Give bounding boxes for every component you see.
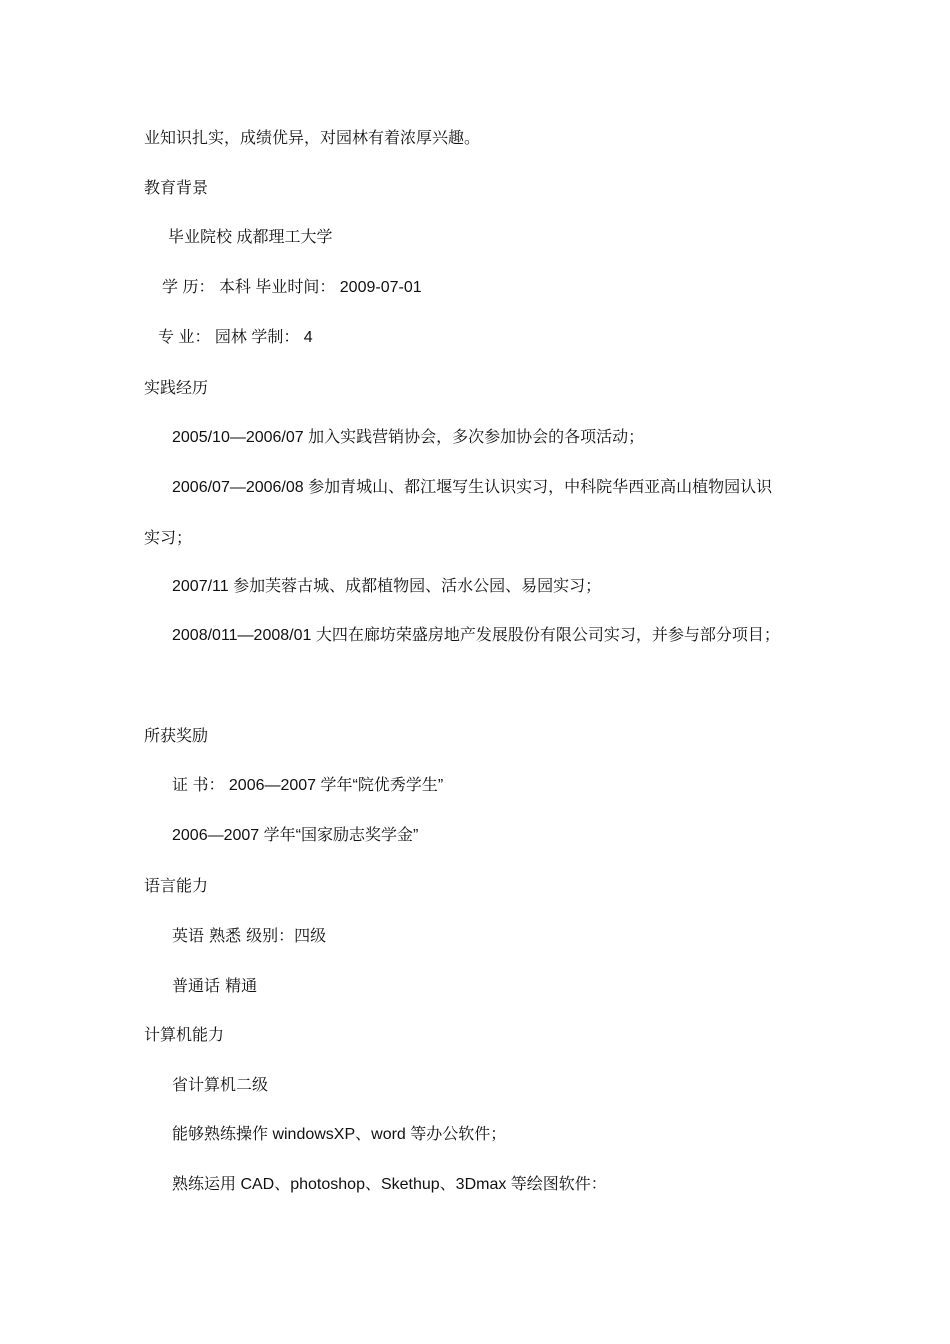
language-item: 英语 熟悉 级别：四级 (172, 926, 327, 945)
language-item: 普通话 精通 (172, 976, 258, 995)
practice-heading: 实践经历 (144, 378, 209, 397)
practice-item: 2006/07—2006/08 参加青城山、都江堰写生认识实习，中科院华西亚高山植物园认识 (172, 479, 773, 496)
practice-item: 2005/10—2006/07 加入实践营销协会，多次参加协会的各项活动； (172, 429, 645, 446)
award-item: 2006—2007 学年“国家励志奖学金” (172, 827, 419, 844)
language-heading: 语言能力 (144, 876, 209, 895)
computer-item: 省计算机二级 (172, 1075, 269, 1094)
school-line: 毕业院校 成都理工大学 (168, 229, 333, 246)
awards-heading: 所获奖励 (144, 726, 209, 745)
practice-item: 2008/011—2008/01 大四在廊坊荣盛房地产发展股份有限公司实习，并参与部分项目； (172, 627, 780, 644)
computer-item: 熟练运用 CAD、photoshop、Skethup、3Dmax 等绘图软件： (172, 1176, 607, 1193)
computer-item: 能够熟练操作 windowsXP、word 等办公软件； (172, 1126, 507, 1143)
degree-line: 学 历： 本科 毕业时间： 2009-07-01 (162, 279, 422, 296)
computer-heading: 计算机能力 (144, 1025, 225, 1044)
practice-item: 实习； (144, 528, 193, 547)
practice-item: 2007/11 参加芙蓉古城、成都植物园、活水公园、易园实习； (172, 578, 602, 595)
award-item: 证 书： 2006—2007 学年“院优秀学生” (172, 777, 444, 794)
education-heading: 教育背景 (144, 178, 209, 197)
major-line: 专 业： 园林 学制： 4 (158, 329, 313, 346)
intro-text: 业知识扎实，成绩优异，对园林有着浓厚兴趣。 (144, 128, 481, 147)
